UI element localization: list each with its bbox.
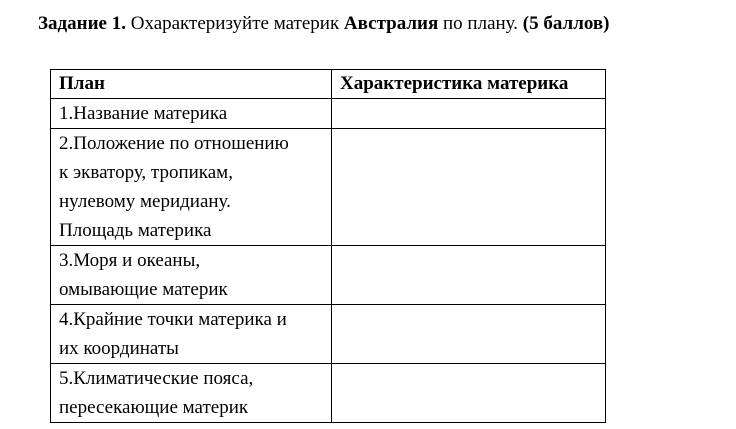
plan-line: 3.Моря и океаны, <box>59 250 201 271</box>
plan-cell <box>51 129 332 246</box>
table-row <box>51 99 606 129</box>
plan-line: их координаты <box>59 338 179 359</box>
plan-cell <box>51 364 332 423</box>
task-points: (5 баллов) <box>522 13 610 34</box>
table-row <box>51 246 606 305</box>
plan-cell <box>51 246 332 305</box>
header-plan: План <box>51 70 332 99</box>
task-heading <box>38 11 609 37</box>
characteristic-cell[interactable] <box>332 99 606 129</box>
table-row <box>51 129 606 246</box>
header-characteristic: Характеристика материка <box>332 70 606 99</box>
plan-cell <box>51 99 332 129</box>
plan-line: 1.Название материка <box>59 103 228 124</box>
plan-line: нулевому меридиану. <box>59 191 231 212</box>
task-text-after: по плану. <box>438 13 523 34</box>
task-label: Задание 1. <box>38 13 126 34</box>
plan-line: 4.Крайние точки материка и <box>59 309 287 330</box>
task-text-before: Охарактеризуйте материк <box>125 13 344 34</box>
characteristic-cell[interactable] <box>332 364 606 423</box>
plan-line: пересекающие материк <box>59 397 249 418</box>
characteristic-cell[interactable] <box>332 129 606 246</box>
table-row <box>51 305 606 364</box>
plan-line: 5.Климатические пояса, <box>59 368 254 389</box>
characteristic-cell[interactable] <box>332 246 606 305</box>
characteristic-cell[interactable] <box>332 305 606 364</box>
plan-cell <box>51 305 332 364</box>
plan-table <box>50 69 606 423</box>
table-row <box>51 364 606 423</box>
plan-line: Площадь материка <box>59 220 212 241</box>
plan-line: омывающие материк <box>59 279 228 300</box>
task-continent: Австралия <box>343 13 439 34</box>
plan-line: 2.Положение по отношению <box>59 133 289 154</box>
plan-line: к экватору, тропикам, <box>59 162 233 183</box>
table-header-row <box>51 70 606 99</box>
